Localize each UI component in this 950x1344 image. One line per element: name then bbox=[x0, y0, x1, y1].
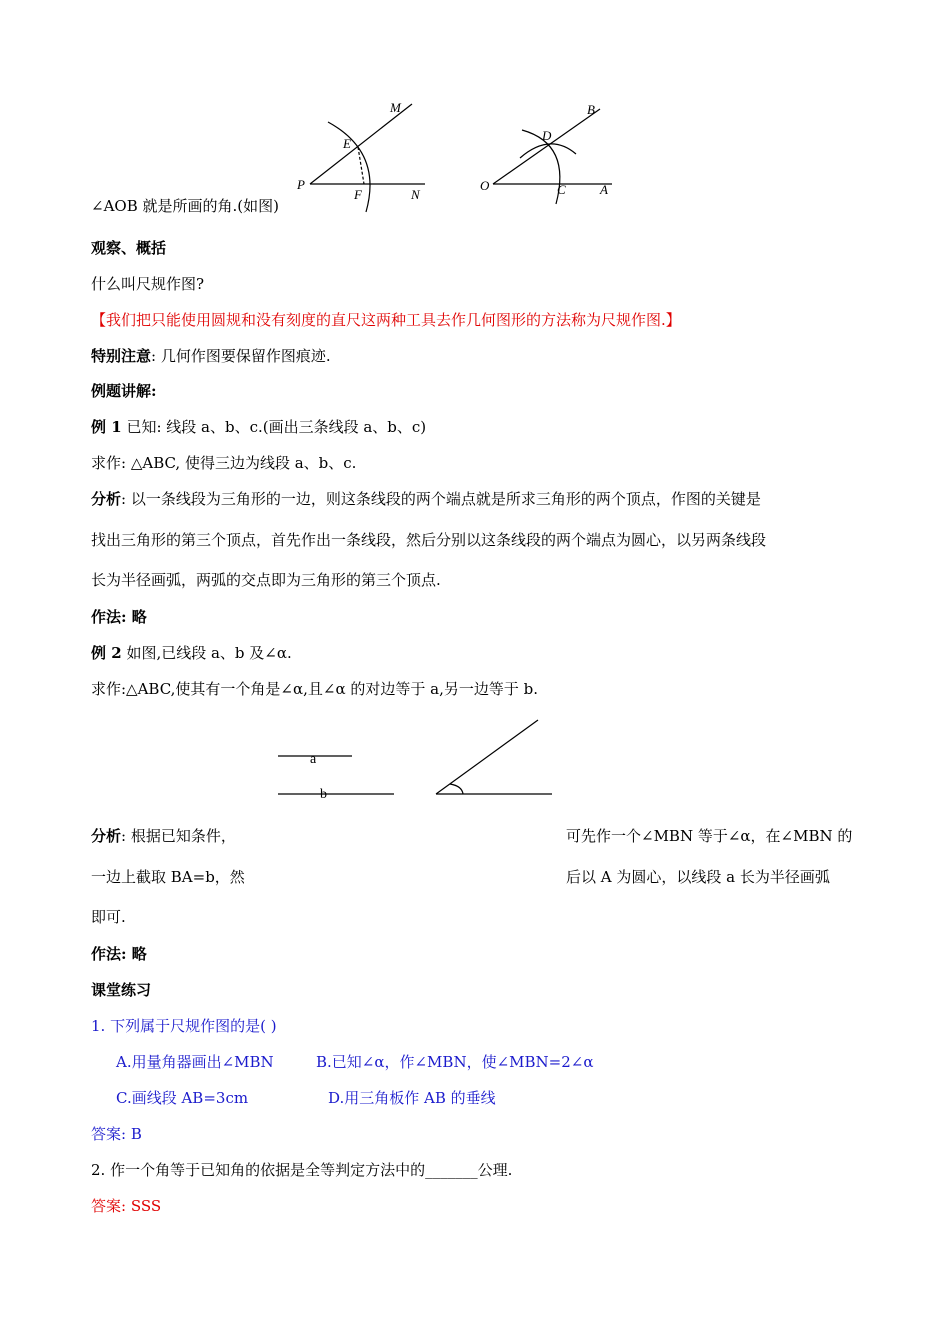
ex1-analysis-3: 长为半径画弧，两弧的交点即为三角形的第三个顶点. bbox=[91, 571, 441, 589]
q1-stem: 1. 下列属于尺规作图的是( ) bbox=[91, 1017, 277, 1035]
ex1-method: 作法: 略 bbox=[91, 608, 147, 626]
question-what: 什么叫尺规作图? bbox=[91, 275, 205, 293]
ex1-given bbox=[91, 417, 426, 437]
q1-option-a: A.用量角器画出∠MBN bbox=[116, 1053, 274, 1071]
ex1-analysis-2: 找出三角形的第三个顶点，首先作出一条线段，然后分别以这条线段的两个端点为圆心，以另两条线段 bbox=[91, 531, 767, 549]
label-n: N bbox=[411, 187, 420, 202]
ex1-label: 例 1 bbox=[91, 418, 122, 436]
label-o: O bbox=[480, 178, 490, 193]
angle-construction-figure bbox=[280, 92, 625, 217]
ex1-analysis-text-1: : 以一条线段为三角形的一边，则这条线段的两个端点就是所求三角形的两个顶点，作图的关键是 bbox=[121, 490, 761, 508]
ex2-given bbox=[91, 643, 292, 663]
label-m: M bbox=[390, 100, 401, 115]
q1-option-c: C.画线段 AB=3cm bbox=[116, 1089, 249, 1107]
ex2-construct: 求作:△ABC,使其有一个角是∠α,且∠α 的对边等于 a,另一边等于 b. bbox=[91, 680, 538, 698]
definition-text: 【我们把只能使用圆规和没有刻度的直尺这两种工具去作几何图形的方法称为尺规作图.】 bbox=[91, 311, 681, 329]
angle-alpha-arc bbox=[450, 784, 463, 794]
ex2-given-text: 如图,已线段 a、b 及∠α. bbox=[121, 644, 292, 662]
heading-observe: 观察、概括 bbox=[91, 239, 167, 257]
label-p: P bbox=[297, 177, 305, 192]
label-a: A bbox=[600, 182, 608, 197]
ex1-given-text: 已知: 线段 a、b、c.(画出三条线段 a、b、c) bbox=[121, 418, 427, 436]
heading-practice: 课堂练习 bbox=[91, 981, 152, 999]
ex2-analysis-1 bbox=[91, 826, 236, 846]
ex2-analysis-left-1: : 根据已知条件， bbox=[121, 827, 236, 845]
label-b: B bbox=[587, 102, 595, 117]
label-c: C bbox=[557, 182, 566, 197]
label-d: D bbox=[542, 128, 552, 143]
ray-ob bbox=[493, 109, 600, 184]
q1-answer: 答案: B bbox=[91, 1125, 142, 1143]
ex2-analysis-right-2: 后以 A 为圆心，以线段 a 长为半径画弧 bbox=[566, 868, 830, 886]
text-aob: ∠AOB 就是所画的角.(如图) bbox=[91, 197, 279, 215]
ex1-analysis-1 bbox=[91, 489, 761, 509]
q2-stem: 2. 作一个角等于已知角的依据是全等判定方法中的_______公理. bbox=[91, 1161, 513, 1179]
label-e: E bbox=[343, 136, 351, 151]
ray-pm bbox=[310, 104, 412, 184]
q1-option-d: D.用三角板作 AB 的垂线 bbox=[328, 1089, 496, 1107]
note-label: 特别注意 bbox=[91, 347, 152, 365]
heading-examples: 例题讲解: bbox=[91, 382, 157, 400]
q1-option-b: B.已知∠α，作∠MBN，使∠MBN=2∠α bbox=[316, 1053, 594, 1071]
q2-answer: 答案: SSS bbox=[91, 1197, 162, 1215]
ex2-label: 例 2 bbox=[91, 644, 122, 662]
label-f: F bbox=[354, 187, 362, 202]
segments-angle-figure bbox=[270, 714, 560, 804]
angle-ray-slant bbox=[436, 720, 538, 794]
note-text: : 几何作图要保留作图痕迹. bbox=[151, 347, 331, 365]
segment-b-label: b bbox=[320, 787, 327, 802]
note-line bbox=[91, 346, 331, 366]
ex2-analysis-left-2: 一边上截取 BA=b，然 bbox=[91, 868, 245, 886]
ex2-analysis-label: 分析 bbox=[91, 827, 122, 845]
ex2-analysis-right-1: 可先作一个∠MBN 等于∠α，在∠MBN 的 bbox=[566, 827, 853, 845]
segment-a-label: a bbox=[310, 752, 317, 767]
ex1-analysis-label: 分析 bbox=[91, 490, 122, 508]
ex2-analysis-3: 即可. bbox=[91, 908, 126, 926]
ex1-construct: 求作: △ABC, 使得三边为线段 a、b、c. bbox=[91, 454, 357, 472]
ex2-method: 作法: 略 bbox=[91, 945, 147, 963]
